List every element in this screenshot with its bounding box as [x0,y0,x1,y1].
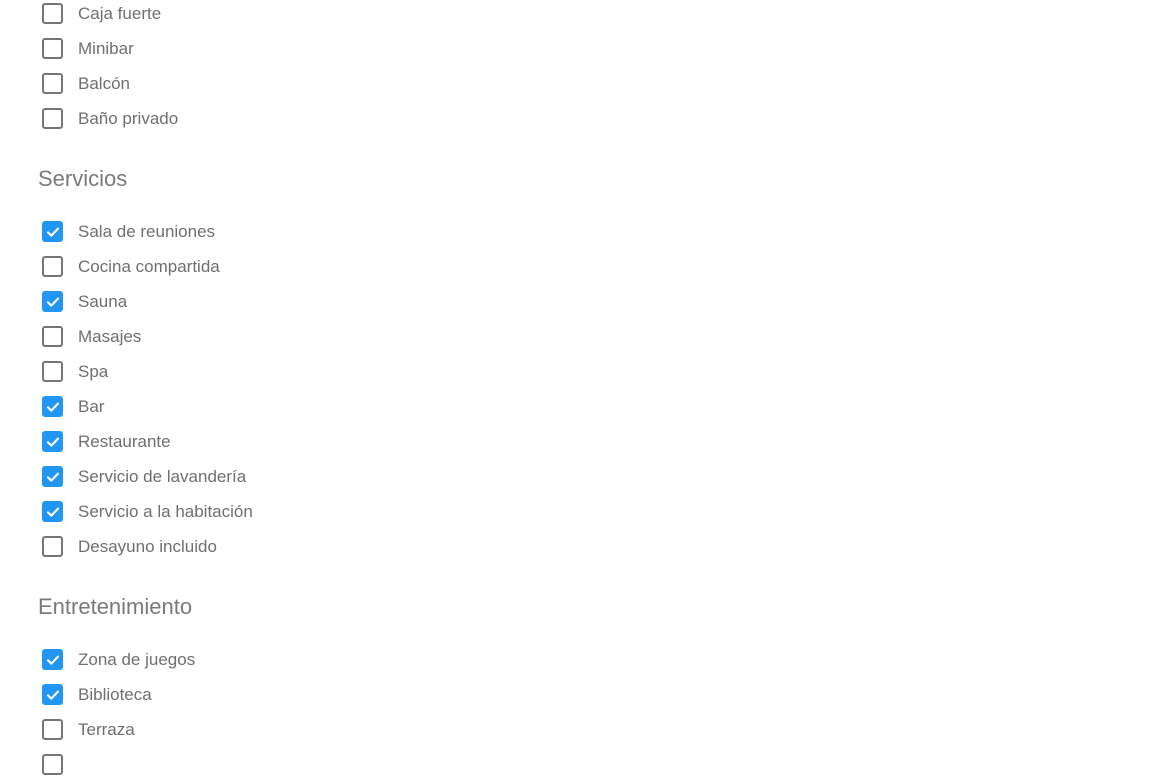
checkbox-label[interactable]: Cocina compartida [78,256,220,276]
checkbox-row-restaurante [0,424,420,459]
checkbox-row-minibar [0,31,420,66]
checkbox-label[interactable]: Spa [78,361,109,381]
checkmark-icon [45,652,61,668]
checkbox-bar[interactable] [42,396,63,417]
checkbox-row-zona-de-juegos [0,642,420,677]
checkbox-label[interactable]: Masajes [78,326,142,346]
checkbox-row-caja-fuerte [0,0,420,31]
checkbox-row-sala-de-reuniones [0,214,420,249]
section-title-entretenimiento: Entretenimiento [38,594,193,619]
checkbox-label[interactable]: Terraza [78,719,135,739]
checkbox-sala-de-reuniones[interactable] [42,221,63,242]
checkmark-icon [45,687,61,703]
checkbox-masajes[interactable] [42,326,63,347]
checkbox-row-desayuno-incluido [0,529,420,564]
checkbox-balcon[interactable] [42,73,63,94]
checkbox-spa[interactable] [42,361,63,382]
checkbox-bano-privado[interactable] [42,108,63,129]
checkbox-label[interactable]: Zona de juegos [78,649,196,669]
checkbox-minibar[interactable] [42,38,63,59]
checkbox-label[interactable]: Biblioteca [78,684,152,704]
checkbox-row-partial [0,747,420,782]
checkbox-label[interactable]: Baño privado [78,108,179,128]
checkbox-row-servicio-de-lavanderia [0,459,420,494]
checkmark-icon [45,399,61,415]
checkbox-row-spa [0,354,420,389]
checkbox-row-servicio-a-la-habitacion [0,494,420,529]
checkmark-icon [45,469,61,485]
checkmark-icon [45,224,61,240]
checkbox-label[interactable]: Restaurante [78,431,171,451]
checkbox-restaurante[interactable] [42,431,63,452]
checkbox-row-bar [0,389,420,424]
checkbox-label[interactable]: Balcón [78,73,130,93]
checkbox-sauna[interactable] [42,291,63,312]
checkbox-row-balcon [0,66,420,101]
checkbox-caja-fuerte[interactable] [42,3,63,24]
section-title-servicios: Servicios [38,166,128,191]
checkbox-label[interactable]: Servicio de lavandería [78,466,247,486]
checkbox-cocina-compartida[interactable] [42,256,63,277]
checkmark-icon [45,294,61,310]
amenities-filter-panel [0,0,420,782]
checkbox-row-bano-privado [0,101,420,136]
checkbox-row-masajes [0,319,420,354]
checkbox-label[interactable]: Caja fuerte [78,3,162,23]
checkmark-icon [45,504,61,520]
checkbox-servicio-a-la-habitacion[interactable] [42,501,63,522]
checkbox-desayuno-incluido[interactable] [42,536,63,557]
checkbox-zona-de-juegos[interactable] [42,649,63,670]
checkbox-servicio-de-lavanderia[interactable] [42,466,63,487]
checkbox-label[interactable]: Servicio a la habitación [78,501,253,521]
checkbox-row-biblioteca [0,677,420,712]
checkbox-partial[interactable] [42,754,63,775]
checkbox-terraza[interactable] [42,719,63,740]
checkbox-label[interactable]: Bar [78,396,105,416]
checkbox-label[interactable]: Sala de reuniones [78,221,216,241]
checkbox-label[interactable]: Sauna [78,291,128,311]
checkmark-icon [45,434,61,450]
checkbox-label[interactable]: Minibar [78,38,134,58]
checkbox-biblioteca[interactable] [42,684,63,705]
checkbox-row-terraza [0,712,420,747]
checkbox-row-sauna [0,284,420,319]
checkbox-label[interactable]: Desayuno incluido [78,536,217,556]
checkbox-row-cocina-compartida [0,249,420,284]
